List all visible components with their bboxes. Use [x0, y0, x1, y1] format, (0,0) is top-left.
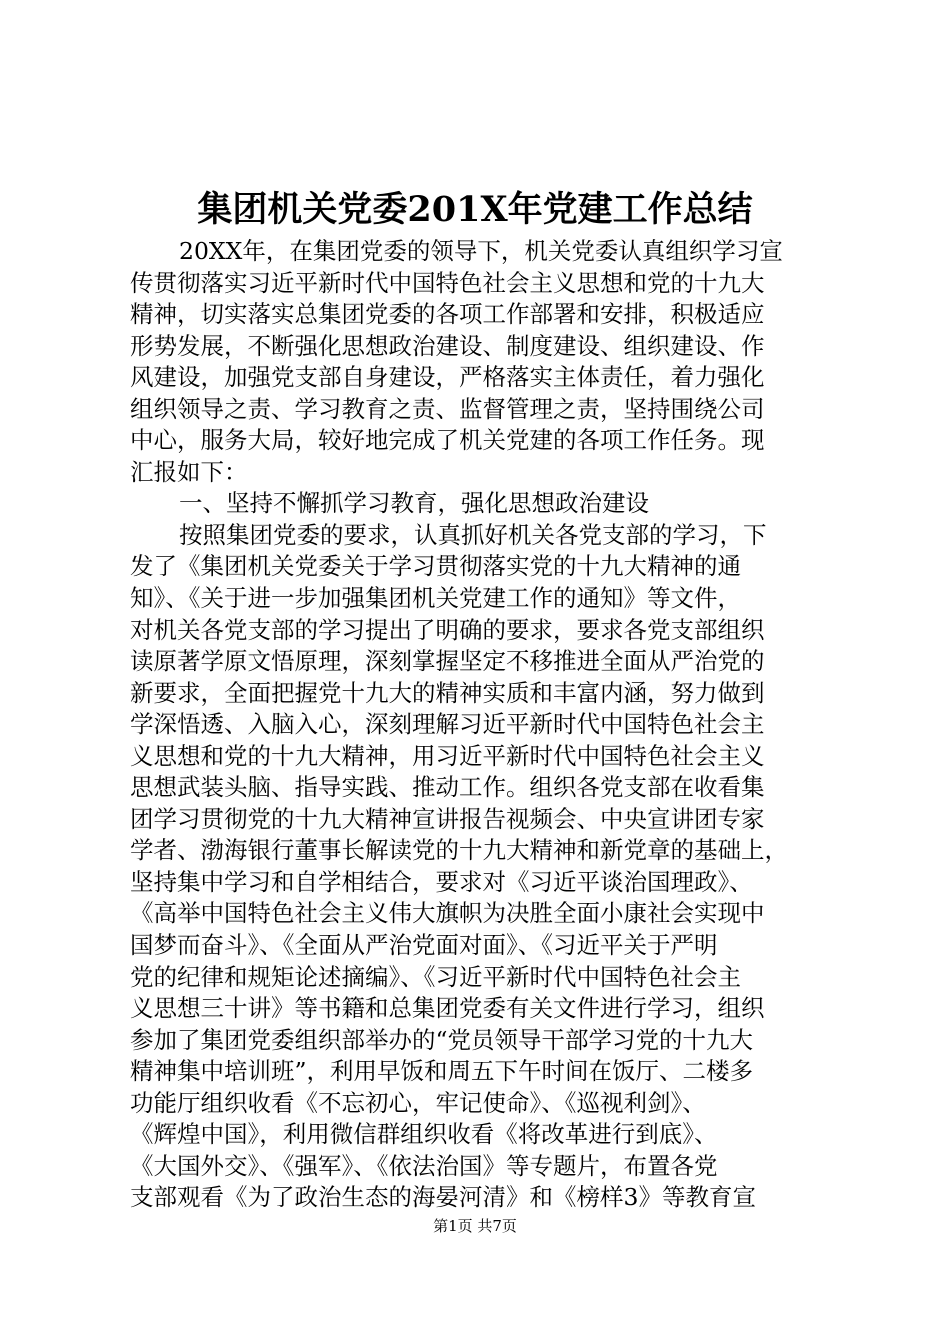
text-line: 义思想三十讲》等书籍和总集团党委有关文件进行学习，组织 — [130, 994, 765, 1023]
page-number: 第1页 共7页 — [433, 1217, 517, 1235]
text-line: 国梦而奋斗》、《全面从严治党面对面》、《习近平关于严明 — [130, 931, 718, 960]
text-line: 功能厅组织收看《不忘初心，牢记使命》、《巡视利剑》、 — [130, 1088, 706, 1117]
text-line: 精神，切实落实总集团党委的各项工作部署和安排，积极适应 — [130, 300, 765, 329]
document-body — [130, 236, 842, 1214]
text-line: 坚持集中学习和自学相结合，要求对《习近平谈治国理政》、 — [130, 867, 753, 896]
text-line: 读原著学原文悟原理，深刻掌握坚定不移推进全面从严治党的 — [130, 647, 765, 676]
text-line: 团学习贯彻党的十九大精神宣讲报告视频会、中央宣讲团专家 — [130, 804, 765, 833]
text-line: 风建设，加强党支部自身建设，严格落实主体责任，着力强化 — [130, 363, 765, 392]
text-line: 思想武装头脑、指导实践、推动工作。组织各党支部在收看集 — [130, 773, 765, 802]
text-line: 汇报如下： — [130, 457, 248, 486]
text-line: 学者、渤海银行董事长解读党的十九大精神和新党章的基础上， — [130, 836, 788, 865]
text-line: 义思想和党的十九大精神，用习近平新时代中国特色社会主义 — [130, 741, 765, 770]
text-line: 中心，服务大局，较好地完成了机关党建的各项工作任务。现 — [130, 426, 765, 455]
text-line: 党的纪律和规矩论述摘编》、《习近平新时代中国特色社会主 — [130, 962, 741, 991]
text-line: 参加了集团党委组织部举办的“党员领导干部学习党的十九大 — [130, 1025, 754, 1054]
text-line: 精神集中培训班”，利用早饭和周五下午时间在饭厅、二楼多 — [130, 1057, 754, 1086]
text-line: 发了《集团机关党委关于学习贯彻落实党的十九大精神的通 — [130, 552, 741, 581]
document-title: 集团机关党委201X年党建工作总结 — [197, 189, 753, 230]
text-line: 《高举中国特色社会主义伟大旗帜为决胜全面小康社会实现中 — [130, 899, 765, 928]
text-line: 传贯彻落实习近平新时代中国特色社会主义思想和党的十九大 — [130, 268, 765, 297]
text-line: 支部观看《为了政治生态的海晏河清》和《榜样3》等教育宣 — [130, 1183, 756, 1212]
text-line: 形势发展，不断强化思想政治建设、制度建设、组织建设、作 — [130, 331, 765, 360]
text-line: 知》、《关于进一步加强集团机关党建工作的通知》等文件， — [130, 584, 741, 613]
text-line: 新要求，全面把握党十九大的精神实质和丰富内涵，努力做到 — [130, 678, 765, 707]
text-line: 20XX年，在集团党委的领导下，机关党委认真组织学习宣 — [179, 237, 783, 265]
text-line: 按照集团党委的要求，认真抓好机关各党支部的学习，下 — [179, 520, 767, 549]
text-line: 《辉煌中国》，利用微信群组织收看《将改革进行到底》、 — [130, 1120, 718, 1149]
text-line: 学深悟透、入脑入心，深刻理解习近平新时代中国特色社会主 — [130, 710, 765, 739]
text-line: 组织领导之责、学习教育之责、监督管理之责，坚持围绕公司 — [130, 394, 765, 423]
text-line: 《大国外交》、《强军》、《依法治国》等专题片，布置各党 — [130, 1151, 718, 1180]
text-line: 对机关各党支部的学习提出了明确的要求，要求各党支部组织 — [130, 615, 765, 644]
section-heading: 一、坚持不懈抓学习教育，强化思想政治建设 — [179, 489, 649, 518]
